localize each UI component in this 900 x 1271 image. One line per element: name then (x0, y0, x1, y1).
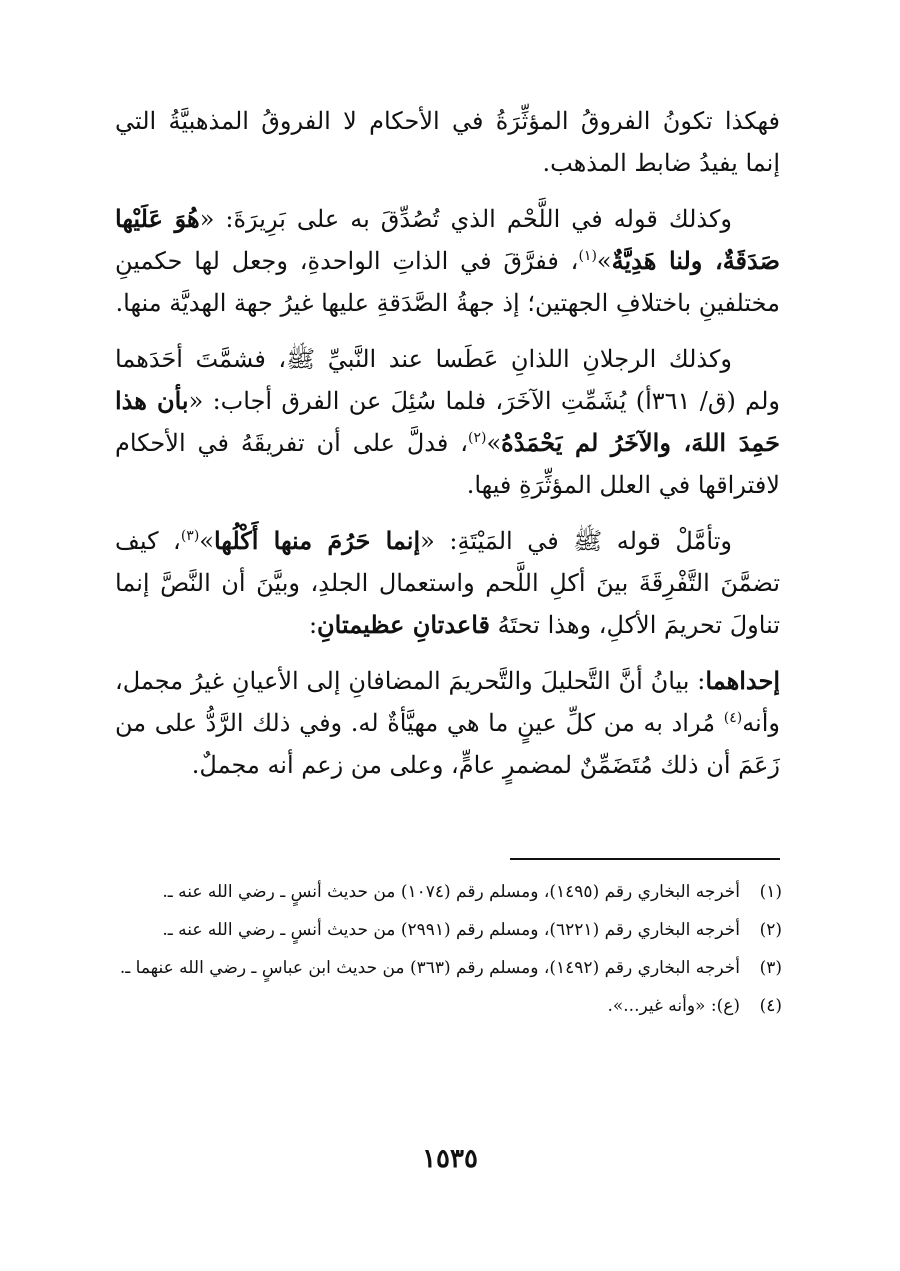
paragraph (115, 100, 780, 184)
body-text: ، فدلَّ على أن تفريقَهُ في الأحكام لافتراقها في العلل المؤثِّرَةِ فيها. (115, 429, 780, 499)
footnote-text: أخرجه البخاري رقم (٦٢٢١)، ومسلم رقم (٢٩٩١) من حديث أنسٍ ـ رضي الله عنه ـ. (162, 920, 740, 940)
footnote-number: (٢) (759, 920, 782, 940)
body-text: فهكذا تكونُ الفروقُ المؤثِّرَةُ في الأحكام لا الفروقُ المذهبيَّةُ التي إنما يفيدُ ضابط المذهب. (115, 107, 780, 177)
body-text: » (199, 527, 214, 555)
main-text (115, 100, 780, 800)
body-text: ، كيف تضمَّنَ التَّفْرِقَةَ بينَ أكلِ اللَّحم واستعمال الجلدِ، وبيَّنَ أن النَّصَّ إنما تناولَ تحريمَ الأكلِ، وهذا تحتَهُ (115, 527, 780, 639)
body-text: » (486, 429, 502, 457)
footnote-number: (٣) (759, 958, 782, 978)
paragraph (115, 338, 780, 506)
footnote-divider (510, 858, 780, 860)
body-text: : (308, 611, 318, 639)
body-text: ، ففرَّقَ في الذاتِ الواحدةِ، وجعل لها حكمينِ مختلفينِ باختلافِ الجهتين؛ إذ جهةُ الصَّدَقةِ عليها غيرُ جهة الهديَّة منها. (115, 247, 780, 317)
footnote (112, 990, 782, 1022)
quoted-hadith-text: هُوَ عَلَيْها صَدَقَةٌ، ولنا هَدِيَّةٌ (115, 204, 781, 275)
footnote-marker: (٣) (180, 528, 200, 544)
body-text: وكذلك الرجلانِ اللذانِ عَطَسا عند النَّبيِّ ﷺ، فشمَّتَ أحَدَهما ولم (ق/ ٣٦١أ) يُشَمِّتِ الآخَرَ، فلما سُئِلَ عن الفرق أجاب: « (115, 345, 780, 415)
quoted-hadith-text: إحداهما (705, 666, 780, 695)
body-text: » (596, 247, 612, 275)
paragraph (115, 520, 780, 646)
footnote (112, 914, 782, 946)
footnote (112, 876, 782, 908)
quoted-hadith-text: إنما حَرُمَ منها أَكْلُها (213, 526, 421, 555)
footnote-marker: (١) (578, 248, 597, 264)
quoted-hadith-text: قاعدتانِ عظيمتانِ (317, 610, 491, 639)
footnote-marker: (٢) (468, 430, 487, 446)
page-number: ١٥٣٥ (422, 1144, 478, 1174)
paragraph (115, 660, 780, 786)
footnote-number: (٤) (759, 996, 782, 1016)
footnote-text: (ع): «وأنه غير...». (607, 996, 740, 1016)
footnote-marker: (٤) (723, 710, 743, 726)
body-text: وكذلك قوله في اللَّحْم الذي تُصُدِّقَ به على بَرِيرَةَ: « (199, 205, 732, 233)
footnote (112, 952, 782, 984)
footnote-number: (١) (759, 882, 782, 902)
quoted-hadith-text: بأن هذا حَمِدَ اللهَ، والآخَرُ لم يَحْمَدْهُ (115, 386, 780, 457)
body-text: مُراد به من كلِّ عينٍ ما هي مهيَّأةٌ له. وفي ذلك الرَّدُّ على من زَعَمَ أن ذلك مُتَضَمِّنٌ لمضمرٍ عامٍّ، وعلى من زعم أنه مجملٌ. (115, 709, 780, 779)
footnote-text: أخرجه البخاري رقم (١٤٩٥)، ومسلم رقم (١٠٧٤) من حديث أنسٍ ـ رضي الله عنه ـ. (162, 882, 740, 902)
body-text: وتأمَّلْ قوله ﷺ في المَيْتَةِ: « (420, 527, 732, 555)
paragraph (115, 198, 780, 324)
body-text: : بيانُ أنَّ التَّحليلَ والتَّحريمَ المضافانِ إلى الأعيانِ غيرُ مجمل، وأنه (115, 667, 780, 737)
footnote-text: أخرجه البخاري رقم (١٤٩٢)، ومسلم رقم (٣٦٣) من حديث ابن عباسٍ ـ رضي الله عنهما ـ. (119, 958, 740, 978)
footnotes (112, 876, 782, 1028)
